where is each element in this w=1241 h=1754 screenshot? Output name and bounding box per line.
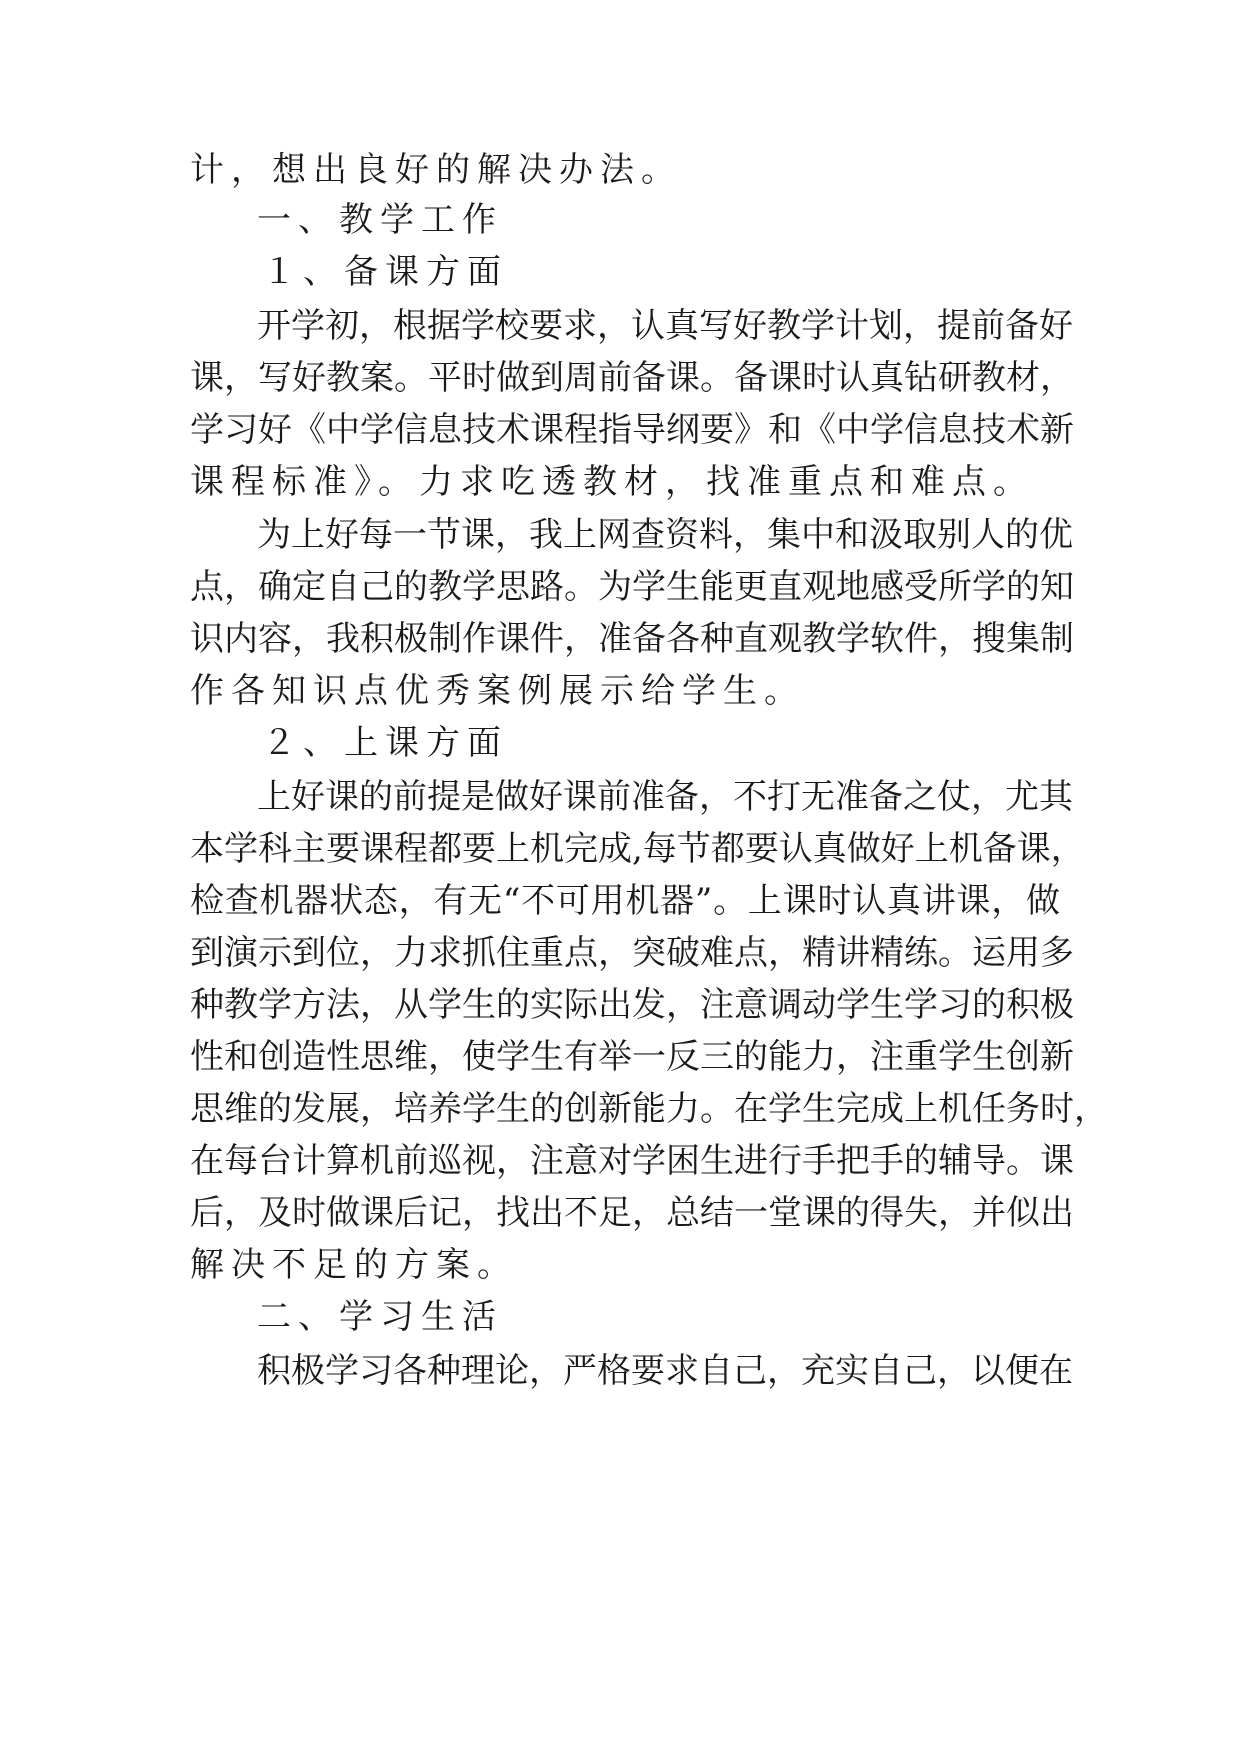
paragraph-line: 种教学方法，从学生的实际出发，注意调动学生学习的积极 (190, 985, 1074, 1025)
paragraph-line: 课程标准》。力求吃透教材，找准重点和难点。 (190, 462, 1034, 502)
section-heading-study-life: 二、学习生活 (257, 1297, 503, 1337)
paragraph-line: 课，写好教案。平时做到周前备课。备课时认真钻研教材， (190, 358, 1074, 398)
paragraph-line: 在每台计算机前巡视，注意对学困生进行手把手的辅导。课 (190, 1141, 1074, 1181)
paragraph-line: 开学初，根据学校要求，认真写好教学计划，提前备好 (257, 306, 1073, 346)
paragraph-line: 上好课的前提是做好课前准备，不打无准备之仗，尤其 (257, 777, 1073, 817)
paragraph-line: 检查机器状态，有无“不可用机器”。上课时认真讲课，做 (190, 881, 1060, 921)
paragraph-line: 性和创造性思维，使学生有举一反三的能力，注重学生创新 (190, 1037, 1074, 1077)
paragraph-line: 为上好每一节课，我上网查资料，集中和汲取别人的优 (257, 515, 1073, 555)
text-line-continuation: 计，想出良好的解决办法。 (190, 150, 682, 190)
paragraph-line: 作各知识点优秀案例展示给学生。 (190, 671, 805, 711)
paragraph-line: 点，确定自己的教学思路。为学生能更直观地感受所学的知 (190, 567, 1074, 607)
paragraph-line: 本学科主要课程都要上机完成,每节都要认真做好上机备课， (190, 829, 1085, 869)
subsection-heading-lesson-prep: １、备课方面 (262, 252, 508, 292)
paragraph-line: 解决不足的方案。 (190, 1245, 518, 1285)
paragraph-line: 到演示到位，力求抓住重点，突破难点，精讲精练。运用多 (190, 933, 1074, 973)
paragraph-line: 识内容，我积极制作课件，准备各种直观教学软件，搜集制 (190, 619, 1074, 659)
paragraph-line: 积极学习各种理论，严格要求自己，充实自己，以便在 (257, 1351, 1073, 1391)
paragraph-line: 思维的发展，培养学生的创新能力。在学生完成上机任务时， (190, 1089, 1108, 1129)
subsection-heading-class-teaching: ２、上课方面 (262, 723, 508, 763)
paragraph-line: 后，及时做课后记，找出不足，总结一堂课的得失，并似出 (190, 1193, 1074, 1233)
paragraph-line: 学习好《中学信息技术课程指导纲要》和《中学信息技术新 (190, 410, 1074, 450)
section-heading-teaching-work: 一、教学工作 (257, 200, 503, 240)
